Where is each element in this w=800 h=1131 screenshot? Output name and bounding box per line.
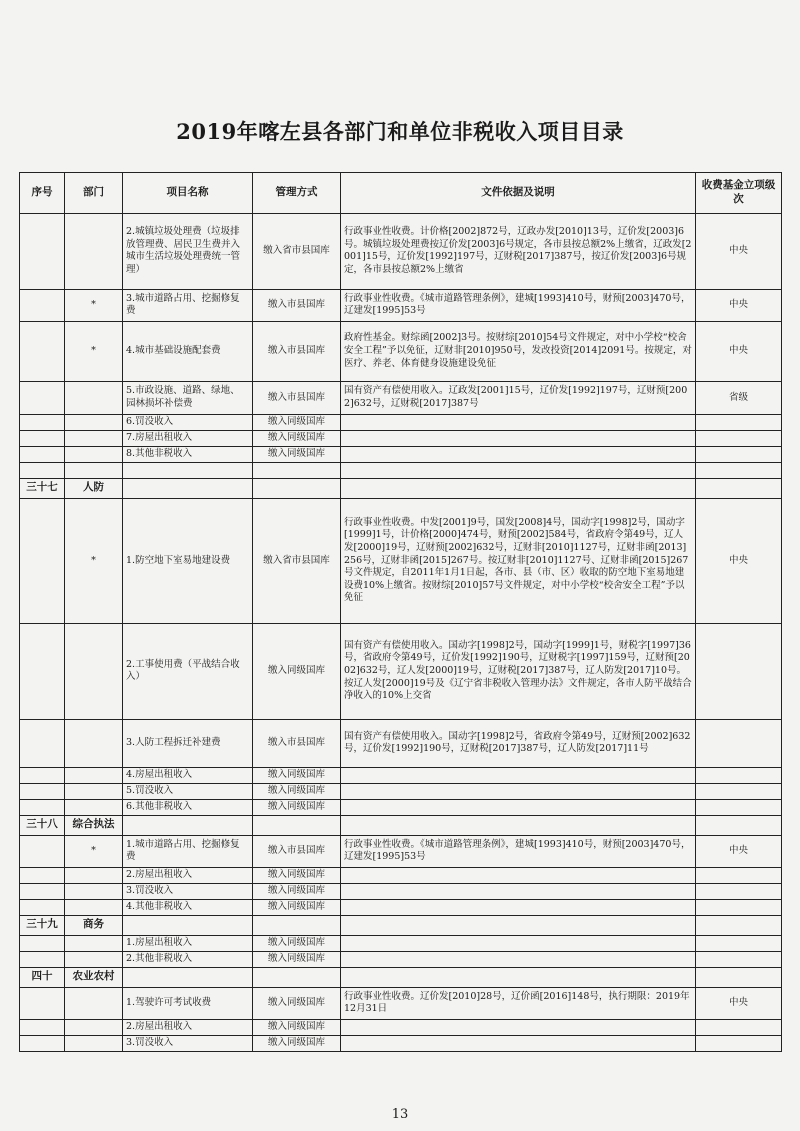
table-row bbox=[20, 1035, 782, 1051]
item-name-cell: 1.房屋出租收入 bbox=[123, 935, 253, 951]
document-cell bbox=[341, 414, 696, 430]
table-row bbox=[20, 719, 782, 767]
level-cell: 中央 bbox=[696, 289, 782, 321]
fee-catalog-table-wrapper bbox=[19, 172, 782, 1052]
header-item-name: 项目名称 bbox=[123, 173, 253, 214]
document-cell bbox=[341, 1035, 696, 1051]
level-cell bbox=[696, 446, 782, 462]
section-department: 综合执法 bbox=[65, 815, 123, 835]
document-cell: 政府性基金。财综函[2002]3号。按财综[2010]54号文件规定，对中小学校“校舍安全工程”予以免征，辽财非[2010]950号，发改投资[2014]2091号。按规定，对医疗、养老、体育健身设施建设免征 bbox=[341, 321, 696, 381]
document-cell: 行政事业性收费。《城市道路管理条例》，建城[1993]410号，财预[2003]470号，辽建发[1995]53号 bbox=[341, 289, 696, 321]
item-name-cell: 7.房屋出租收入 bbox=[123, 430, 253, 446]
item-name-cell: 5.市政设施、道路、绿地、园林损坏补偿费 bbox=[123, 381, 253, 414]
document-cell bbox=[341, 767, 696, 783]
document-cell: 国有资产有偿使用收入。国动字[1998]2号，国动字[1999]1号，财税字[1997]36号，省政府令第49号，辽价发[1992]190号，辽财税字[1997]159号，辽财预[2002]632号，辽人发[2000]19号，辽财税[2017]387号，辽人防发[2017]10号。按辽人发[2000]19号及《辽宁省非税收入管理办法》文件规定，各市人防平战结合净收入的10%上交省 bbox=[341, 623, 696, 719]
department-cell bbox=[65, 899, 123, 915]
section-number: 三十八 bbox=[20, 815, 65, 835]
department-cell bbox=[65, 935, 123, 951]
level-cell bbox=[696, 899, 782, 915]
header-dept: 部门 bbox=[65, 173, 123, 214]
seq-cell bbox=[20, 1035, 65, 1051]
level-cell bbox=[696, 1019, 782, 1035]
document-cell bbox=[341, 815, 696, 835]
management-cell bbox=[253, 815, 341, 835]
page-number: 13 bbox=[391, 1107, 409, 1122]
management-cell: 缴入同级国库 bbox=[253, 767, 341, 783]
item-name-cell: 2.房屋出租收入 bbox=[123, 867, 253, 883]
management-cell: 缴入市县国库 bbox=[253, 719, 341, 767]
department-cell bbox=[65, 767, 123, 783]
level-cell bbox=[696, 414, 782, 430]
item-name-cell: 2.其他非税收入 bbox=[123, 951, 253, 967]
item-name-cell: 3.罚没收入 bbox=[123, 883, 253, 899]
item-name-cell bbox=[123, 815, 253, 835]
section-number: 四十 bbox=[20, 967, 65, 987]
seq-cell bbox=[20, 867, 65, 883]
item-name-cell: 1.防空地下室易地建设费 bbox=[123, 498, 253, 623]
level-cell bbox=[696, 430, 782, 446]
item-name-cell bbox=[123, 967, 253, 987]
item-name-cell: 2.工事使用费（平战结合收入） bbox=[123, 623, 253, 719]
table-row bbox=[20, 623, 782, 719]
level-cell: 中央 bbox=[696, 321, 782, 381]
level-cell bbox=[696, 462, 782, 478]
management-cell: 缴入同级国库 bbox=[253, 1035, 341, 1051]
document-cell bbox=[341, 951, 696, 967]
seq-cell bbox=[20, 213, 65, 289]
level-cell bbox=[696, 478, 782, 498]
seq-cell bbox=[20, 951, 65, 967]
document-cell: 行政事业性收费。中发[2001]9号，国发[2008]4号，国动字[1998]2号，国动字[1999]1号，计价格[2000]474号，财预[2002]584号，省政府令第49号，辽人发[2000]19号，辽财预[2002]632号，辽财非[2010]1127号，辽财非函[2013]256号，辽财非函[2015]267号。按辽财非[2010]1127号、辽财非函[2015]267号文件规定，自2011年1月1日起，各市、县（市、区）收取的防空地下室易地建设费10%上缴省。按财综[2010]57号文件规定，对中小学校“校舍安全工程”予以免征 bbox=[341, 498, 696, 623]
seq-cell bbox=[20, 987, 65, 1019]
management-cell: 缴入同级国库 bbox=[253, 867, 341, 883]
seq-cell bbox=[20, 767, 65, 783]
document-cell bbox=[341, 967, 696, 987]
seq-cell bbox=[20, 799, 65, 815]
seq-cell bbox=[20, 462, 65, 478]
seq-cell bbox=[20, 883, 65, 899]
document-cell bbox=[341, 783, 696, 799]
level-cell bbox=[696, 719, 782, 767]
management-cell: 缴入同级国库 bbox=[253, 883, 341, 899]
document-cell bbox=[341, 915, 696, 935]
table-body bbox=[20, 213, 782, 1051]
management-cell: 缴入同级国库 bbox=[253, 783, 341, 799]
item-name-cell: 3.人防工程拆迁补建费 bbox=[123, 719, 253, 767]
table-row bbox=[20, 767, 782, 783]
item-name-cell: 6.罚没收入 bbox=[123, 414, 253, 430]
seq-cell bbox=[20, 381, 65, 414]
table-row bbox=[20, 783, 782, 799]
management-cell bbox=[253, 915, 341, 935]
management-cell: 缴入市县国库 bbox=[253, 381, 341, 414]
management-cell: 缴入同级国库 bbox=[253, 987, 341, 1019]
seq-cell bbox=[20, 498, 65, 623]
document-cell bbox=[341, 883, 696, 899]
section-department: 商务 bbox=[65, 915, 123, 935]
department-cell bbox=[65, 1035, 123, 1051]
item-name-cell: 1.城市道路占用、挖掘修复费 bbox=[123, 835, 253, 867]
item-name-cell: 5.罚没收入 bbox=[123, 783, 253, 799]
seq-cell bbox=[20, 935, 65, 951]
seq-cell bbox=[20, 414, 65, 430]
table-row bbox=[20, 414, 782, 430]
management-cell: 缴入同级国库 bbox=[253, 899, 341, 915]
section-row bbox=[20, 815, 782, 835]
level-cell bbox=[696, 883, 782, 899]
page-title: 2019年喀左县各部门和单位非税收入项目目录 bbox=[176, 119, 624, 144]
management-cell: 缴入市县国库 bbox=[253, 321, 341, 381]
level-cell bbox=[696, 783, 782, 799]
level-cell: 中央 bbox=[696, 835, 782, 867]
section-department: 农业农村 bbox=[65, 967, 123, 987]
management-cell bbox=[253, 478, 341, 498]
seq-cell bbox=[20, 321, 65, 381]
department-cell bbox=[65, 883, 123, 899]
seq-cell bbox=[20, 783, 65, 799]
table-row bbox=[20, 899, 782, 915]
table-row bbox=[20, 446, 782, 462]
department-cell bbox=[65, 446, 123, 462]
department-cell bbox=[65, 213, 123, 289]
level-cell bbox=[696, 1035, 782, 1051]
seq-cell bbox=[20, 289, 65, 321]
level-cell bbox=[696, 867, 782, 883]
document-cell bbox=[341, 462, 696, 478]
document-cell: 行政事业性收费。辽价发[2010]28号，辽价函[2016]148号，执行期限：2019年12月31日 bbox=[341, 987, 696, 1019]
document-cell bbox=[341, 867, 696, 883]
item-name-cell: 2.城镇垃圾处理费（垃圾排放管理费、居民卫生费并入城市生活垃圾处理费统一管理） bbox=[123, 213, 253, 289]
item-name-cell bbox=[123, 478, 253, 498]
seq-cell bbox=[20, 623, 65, 719]
management-cell: 缴入市县国库 bbox=[253, 835, 341, 867]
item-name-cell: 3.城市道路占用、挖掘修复费 bbox=[123, 289, 253, 321]
management-cell: 缴入同级国库 bbox=[253, 935, 341, 951]
management-cell: 缴入同级国库 bbox=[253, 623, 341, 719]
department-cell bbox=[65, 430, 123, 446]
table-row bbox=[20, 462, 782, 478]
table-row bbox=[20, 987, 782, 1019]
document-cell bbox=[341, 430, 696, 446]
level-cell bbox=[696, 935, 782, 951]
document-cell: 国有资产有偿使用收入。辽政发[2001]15号，辽价发[1992]197号，辽财预[2002]632号，辽财税[2017]387号 bbox=[341, 381, 696, 414]
table-row bbox=[20, 498, 782, 623]
department-cell bbox=[65, 462, 123, 478]
item-name-cell: 8.其他非税收入 bbox=[123, 446, 253, 462]
level-cell bbox=[696, 767, 782, 783]
level-cell: 中央 bbox=[696, 987, 782, 1019]
section-row bbox=[20, 478, 782, 498]
table-row bbox=[20, 289, 782, 321]
department-cell: * bbox=[65, 498, 123, 623]
document-cell bbox=[341, 799, 696, 815]
item-name-cell: 1.驾驶许可考试收费 bbox=[123, 987, 253, 1019]
fee-catalog-table bbox=[19, 172, 782, 1052]
header-seq: 序号 bbox=[20, 173, 65, 214]
level-cell: 中央 bbox=[696, 498, 782, 623]
table-row bbox=[20, 883, 782, 899]
management-cell: 缴入同级国库 bbox=[253, 1019, 341, 1035]
table-row bbox=[20, 799, 782, 815]
table-row bbox=[20, 321, 782, 381]
department-cell bbox=[65, 719, 123, 767]
document-cell: 国有资产有偿使用收入。国动字[1998]2号，省政府令第49号，辽财预[2002]632号，辽价发[1992]190号，辽财税[2017]387号，辽人防发[2017]11号 bbox=[341, 719, 696, 767]
table-row bbox=[20, 1019, 782, 1035]
table-row bbox=[20, 381, 782, 414]
level-cell bbox=[696, 799, 782, 815]
document-cell bbox=[341, 899, 696, 915]
header-approval-level: 收费基金立项级次 bbox=[696, 173, 782, 214]
seq-cell bbox=[20, 1019, 65, 1035]
department-cell: * bbox=[65, 289, 123, 321]
item-name-cell bbox=[123, 462, 253, 478]
department-cell bbox=[65, 381, 123, 414]
table-row bbox=[20, 430, 782, 446]
seq-cell bbox=[20, 899, 65, 915]
seq-cell bbox=[20, 719, 65, 767]
level-cell bbox=[696, 623, 782, 719]
table-header-row bbox=[20, 173, 782, 214]
department-cell bbox=[65, 799, 123, 815]
management-cell bbox=[253, 967, 341, 987]
department-cell bbox=[65, 951, 123, 967]
management-cell: 缴入省市县国库 bbox=[253, 498, 341, 623]
document-cell bbox=[341, 1019, 696, 1035]
level-cell bbox=[696, 915, 782, 935]
table-row bbox=[20, 867, 782, 883]
management-cell: 缴入省市县国库 bbox=[253, 213, 341, 289]
level-cell bbox=[696, 967, 782, 987]
document-cell bbox=[341, 935, 696, 951]
management-cell: 缴入市县国库 bbox=[253, 289, 341, 321]
seq-cell bbox=[20, 446, 65, 462]
table-row bbox=[20, 951, 782, 967]
document-cell: 行政事业性收费。计价格[2002]872号，辽政办发[2010]13号，辽价发[2003]6号。城镇垃圾处理费按辽价发[2003]6号规定，各市县按总额2%上缴省，辽政发[2001]15号，辽价发[1992]197号，辽财税[2017]387号，按辽价发[2003]6号规定，各市县按总额2%上缴省 bbox=[341, 213, 696, 289]
management-cell: 缴入同级国库 bbox=[253, 799, 341, 815]
header-document-basis: 文件依据及说明 bbox=[341, 173, 696, 214]
item-name-cell: 6.其他非税收入 bbox=[123, 799, 253, 815]
department-cell bbox=[65, 623, 123, 719]
management-cell: 缴入同级国库 bbox=[253, 414, 341, 430]
department-cell bbox=[65, 414, 123, 430]
header-management: 管理方式 bbox=[253, 173, 341, 214]
section-row bbox=[20, 967, 782, 987]
item-name-cell bbox=[123, 915, 253, 935]
item-name-cell: 4.城市基础设施配套费 bbox=[123, 321, 253, 381]
section-number: 三十九 bbox=[20, 915, 65, 935]
management-cell: 缴入同级国库 bbox=[253, 430, 341, 446]
department-cell bbox=[65, 783, 123, 799]
management-cell: 缴入同级国库 bbox=[253, 951, 341, 967]
department-cell bbox=[65, 867, 123, 883]
document-cell: 行政事业性收费。《城市道路管理条例》，建城[1993]410号，财预[2003]470号，辽建发[1995]53号 bbox=[341, 835, 696, 867]
table-row bbox=[20, 935, 782, 951]
level-cell bbox=[696, 815, 782, 835]
department-cell bbox=[65, 1019, 123, 1035]
level-cell: 中央 bbox=[696, 213, 782, 289]
item-name-cell: 2.房屋出租收入 bbox=[123, 1019, 253, 1035]
section-number: 三十七 bbox=[20, 478, 65, 498]
department-cell: * bbox=[65, 321, 123, 381]
item-name-cell: 3.罚没收入 bbox=[123, 1035, 253, 1051]
department-cell: * bbox=[65, 835, 123, 867]
table-row bbox=[20, 835, 782, 867]
document-cell bbox=[341, 446, 696, 462]
seq-cell bbox=[20, 835, 65, 867]
section-department: 人防 bbox=[65, 478, 123, 498]
management-cell: 缴入同级国库 bbox=[253, 446, 341, 462]
section-row bbox=[20, 915, 782, 935]
department-cell bbox=[65, 987, 123, 1019]
document-cell bbox=[341, 478, 696, 498]
management-cell bbox=[253, 462, 341, 478]
item-name-cell: 4.房屋出租收入 bbox=[123, 767, 253, 783]
level-cell bbox=[696, 951, 782, 967]
table-row bbox=[20, 213, 782, 289]
level-cell: 省级 bbox=[696, 381, 782, 414]
seq-cell bbox=[20, 430, 65, 446]
item-name-cell: 4.其他非税收入 bbox=[123, 899, 253, 915]
